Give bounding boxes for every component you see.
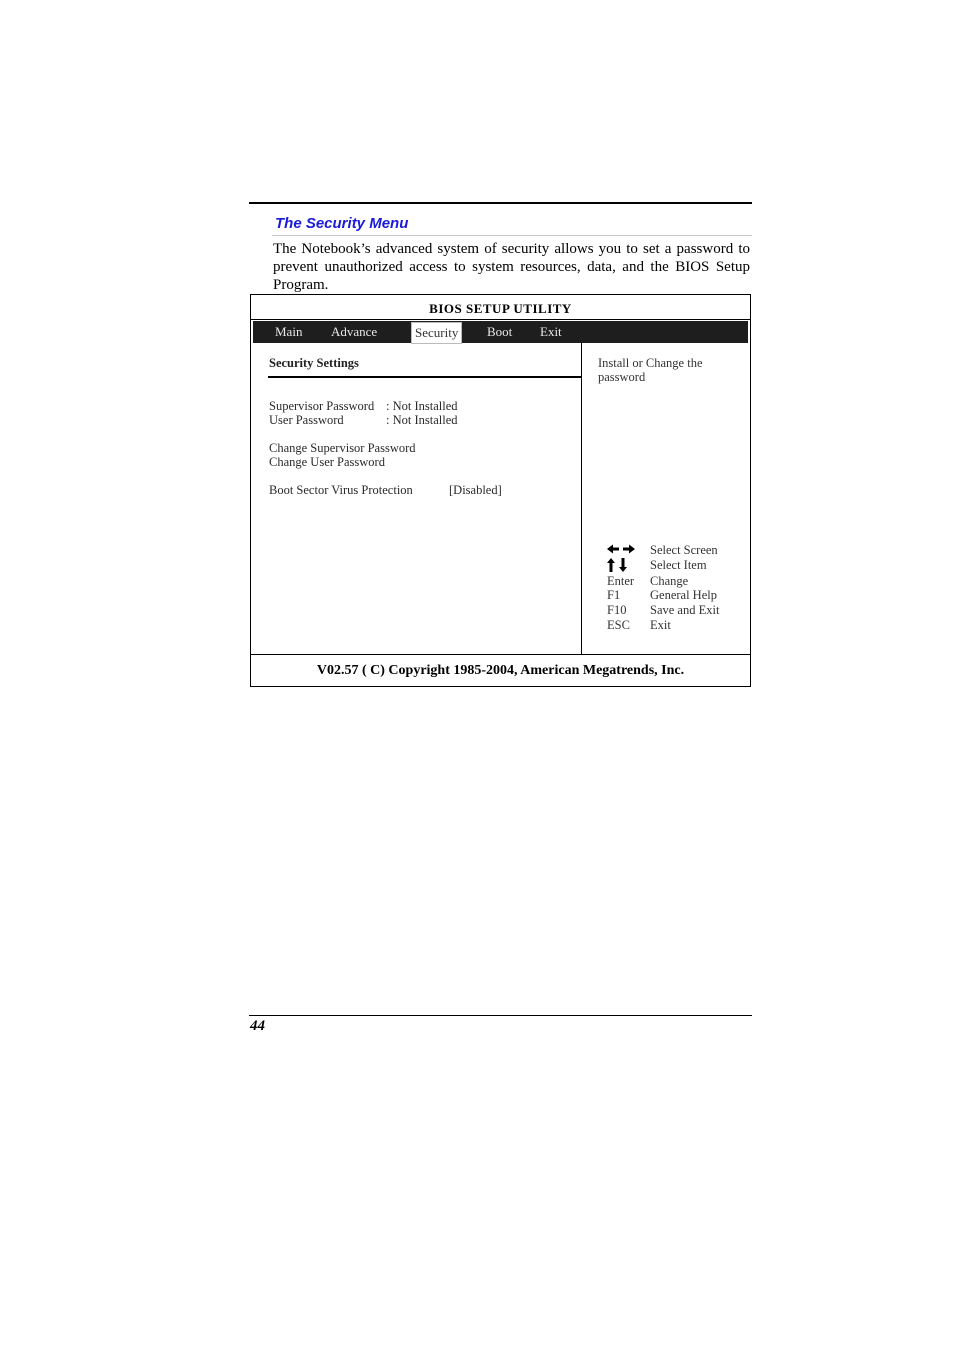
section-title: The Security Menu <box>275 215 409 232</box>
change-supervisor-password[interactable]: Change Supervisor Password <box>269 441 416 455</box>
supervisor-password-value: : Not Installed <box>386 399 458 413</box>
bios-screenshot <box>250 294 751 687</box>
menu-exit[interactable]: Exit <box>540 324 562 339</box>
bios-title: BIOS SETUP UTILITY <box>251 295 750 320</box>
key-desc: Change <box>650 574 689 588</box>
settings-heading: Security Settings <box>269 356 359 370</box>
top-rule <box>249 202 752 204</box>
key-desc: Save and Exit <box>650 603 720 617</box>
key-label: Enter <box>607 574 635 588</box>
boot-sector-virus-label: Boot Sector Virus Protection <box>269 483 413 497</box>
page-number: 44 <box>250 1018 265 1034</box>
left-right-arrows-icon <box>607 543 647 555</box>
help-text: Install or Change the password <box>598 356 703 384</box>
up-down-arrows-icon <box>607 558 647 572</box>
key-desc: General Help <box>650 588 717 602</box>
menu-main[interactable]: Main <box>275 324 303 339</box>
key-label: F1 <box>607 588 621 602</box>
user-password-label: User Password <box>269 413 344 427</box>
settings-rule <box>268 376 581 378</box>
supervisor-password-row <box>269 399 458 414</box>
menu-advance[interactable]: Advance <box>331 324 378 339</box>
boot-sector-virus-row[interactable] <box>269 483 502 498</box>
change-user-password[interactable]: Change User Password <box>269 455 385 469</box>
key-desc: Exit <box>650 618 671 632</box>
user-password-value: : Not Installed <box>386 413 458 427</box>
intro-paragraph: The Notebook’s advanced system of security allows you to set a password to prevent unauthorized access to system resources, data, and the BIOS Setup Program. <box>273 241 750 293</box>
key-label: F10 <box>607 603 627 617</box>
bottom-rule <box>249 1015 752 1016</box>
bios-menubar <box>253 321 748 343</box>
key-desc: Select Item <box>650 558 707 572</box>
settings-pane <box>253 343 581 653</box>
supervisor-password-label: Supervisor Password <box>269 399 375 413</box>
user-password-row <box>269 413 458 428</box>
boot-sector-virus-value[interactable]: [Disabled] <box>449 483 502 497</box>
menu-security[interactable]: Security <box>411 322 462 344</box>
help-pane <box>582 343 748 653</box>
key-desc: Select Screen <box>650 543 718 557</box>
key-label: ESC <box>607 618 630 632</box>
bios-copyright: V02.57 ( C) Copyright 1985-2004, American Megatrends, Inc. <box>316 663 685 678</box>
title-rule <box>272 235 752 236</box>
menu-boot[interactable]: Boot <box>487 324 513 339</box>
